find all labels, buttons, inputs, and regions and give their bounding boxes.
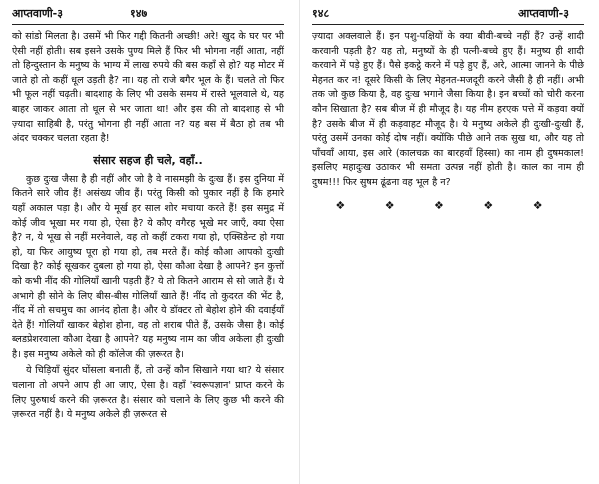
right-body bbox=[312, 30, 584, 212]
section-heading: संसार सहज ही चले, वहाँ.. bbox=[93, 153, 203, 167]
right-header-title: आप्तवाणी-३ bbox=[518, 7, 569, 20]
right-paragraph-1: ज़्यादा अक्लवाले हैं। इन पशु-पक्षियों के क्या बीवी-बच्चे नहीं हैं? उन्हें शादी करवानी पड़ती है? यह तो, मनुष्यों के ही पत्नी-बच्चे हुए हैं। मनुष्य ही शादी करवाने में पड़े हुए हैं। पैसे इकट्ठे करने में पड़े हुए हैं, अरे, आत्मा जानने के पीछे मेहनत कर न! दूसरे किसी के लिए मेहनत-मजदूरी करने जैसी है ही नहीं। अभी तक जो कुछ किया है, वह दुःख भगाने जैसा किया है। इन बच्चों को चोरी करना कौन सिखाता है? सब बीज में ही मौजूद है। यह नीम हरएक पत्ते में कड़वा क्यों है? उसके बीज में ही कड़वाहट मौजूद है। ये मनुष्य अकेले ही दुःखी-दुःखी हैं, परंतु उसमें उनका कोई दोष नहीं। क्योंकि पीछे आने तक सुख था, और यह तो पाँचवाँ आया, इस आरे (कालचक्र का बारहवाँ हिस्सा) का नाम ही दुषमकाल! इसलिए महादुःख उठाकर भी समता उत्पन्न नहीं होती है। काल का नाम ही दुषम!!! फिर सुषम ढूंढना वह भूल है न? bbox=[312, 31, 584, 188]
left-paragraph-3: ये चिड़ियाँ सुंदर घोंसला बनाती हैं, तो उन्हें कौन सिखाने गया था? ये संसार चलाना तो अपने आप ही आ जाए, ऐसा है। वहाँ 'स्वरूपज्ञान' प्राप्त करने के लिए पुरुषार्थ करने की ज़रूरत है। संसार को चलाने के लिए कुछ भी करने की ज़रूरत नहीं है। ये मनुष्य अकेले ही ज़रूरत से bbox=[12, 365, 284, 421]
right-page bbox=[300, 0, 599, 484]
left-header-title: आप्तवाणी-३ bbox=[12, 7, 63, 20]
left-page-number: १४७ bbox=[130, 7, 148, 20]
left-body bbox=[12, 30, 284, 423]
right-page-number: १४८ bbox=[312, 7, 330, 20]
left-paragraph-1: को सांडो मिलता है। उसमें भी फिर गद्दी कितनी अच्छी! अरे! खुद के घर पर भी ऐसी नहीं होती। सब इसने उसके पुण्य मिले हैं फिर भी भोगना नहीं आता, नहीं तो हिन्दुस्तान के मनुष्य के भाग्य में लाख रुपये की बस कहाँ से हो? यह मोटर में जाते हो तो कहीं धूल उड़ती है? ना। यह तो राजे बगैर भूल के हैं। चलते तो फिर भी फूल नहीं चढ़ती। बादशाह के लिए भी उसके समय में रास्ते भूलवाले थे, यह बाहर जाकर आता तो धूल से भर जाता था! और इस की तो बादशाह से भी ज़्यादा साहिबी है, परंतु भोगना ही नहीं आता न? यह बस में बैठा हो तब भी अंदर चक्कर चलता रहता है! bbox=[12, 31, 284, 145]
right-header-rule bbox=[312, 24, 584, 25]
ornament-divider: ❖ ❖ ❖ ❖ ❖ bbox=[335, 198, 561, 212]
left-header-rule bbox=[12, 24, 284, 25]
left-paragraph-2: कुछ दुःख जैसा है ही नहीं और जो है वे नासमझी के दुःख हैं। इस दुनिया में कितने सारे जीव हैं! असंख्य जीव हैं। परंतु किसी को पुकार नहीं है कि हमारे यहाँ अकाल पड़ा है। और ये मूर्ख हर साल शोर मचाया करते हैं! इस समुद्र में कोई जीव भूखा मर गया हो, ऐसा है? ये कौए वगैरह भूखे मर जाएँ, क्या ऐसा है? न, ये भूख से नहीं मरनेवाले, वह तो कहीं टकरा गया हो, एक्सिडेन्ट हो गया हो, या फिर आयुष्य पूरा हो गया हो, तब मरते हैं। कोई कौआ आपको दुःखी दिखा है? कोई सूखकर दुबला हो गया हो, ऐसा कौआ देखा है आपने? इन कुत्तों को कभी नींद की गोलियाँ खानी पड़ती हैं? ये तो कितने आराम से सो जाते हैं। ये अभागे ही सोने के लिए बीस-बीस गोलियाँ खाते हैं! नींद तो कुदरत की भेंट है, नींद में तो सचमुच का आनंद होता है। और ये डॉक्टर तो बेहोश होने की दवाईयाँ देते हैं! गोलियाँ खाकर बेहोश होना, वह तो शराब पीते हैं, उसके जैसा है। कोई ब्लडप्रेशरवाला कौआ देखा है आपने? यह मनुष्य नाम का जीव अकेला ही दुःखी है। इस मनुष्य अकेले को ही कॉलेज की ज़रूरत है। bbox=[12, 173, 284, 360]
